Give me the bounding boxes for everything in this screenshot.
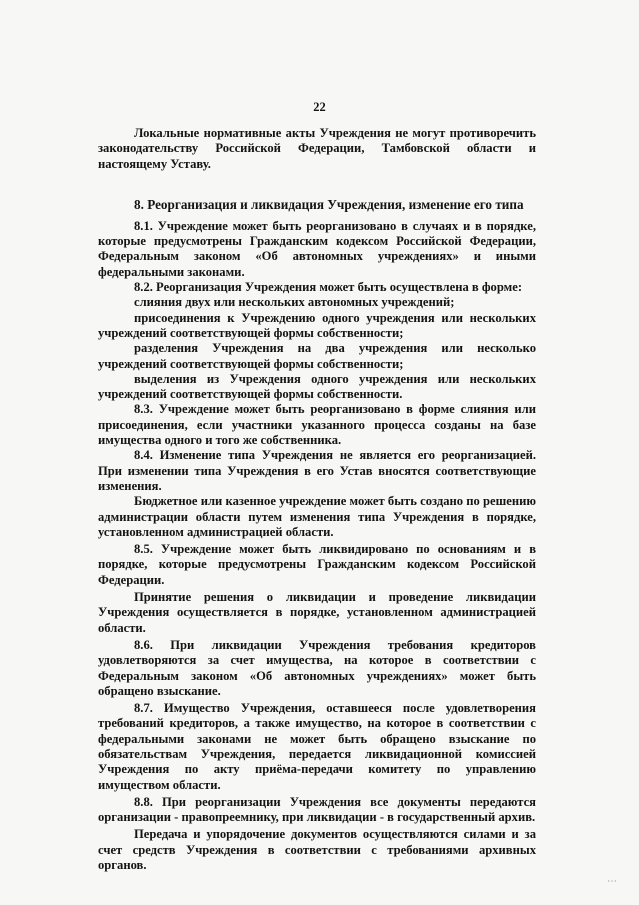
paragraph-8-4-budget: Бюджетное или казенное учреждение может быть создано по решению администрации области путем изменения типа Учреждения в порядке, установленном администрацией области. [98, 494, 536, 539]
reorg-form-merger: слияния двух или нескольких автономных учреждений; [134, 295, 455, 310]
paragraph-8-2: 8.2. Реорганизация Учреждения может быть осуществлена в форме: [134, 280, 523, 295]
section-heading: 8. Реорганизация и ликвидация Учреждения, изменение его типа [134, 196, 524, 212]
document-body [98, 126, 536, 873]
paragraph-8-8: 8.8. При реорганизации Учреждения все документы передаются организации - правопреемнику, при ликвидации - в государственный архив. [98, 794, 536, 825]
scan-mark-icon: ⋯ [607, 876, 617, 887]
reorg-form-accession: присоединения к Учреждению одного учреждения или нескольких учреждений соответствующей формы собственности; [98, 310, 536, 340]
paragraph-8-3: 8.3. Учреждение может быть реорганизовано в форме слияния или присоединения, если участники указанного процесса созданы на базе имущества одного и того же собственника. [98, 402, 536, 448]
paragraph-8-8-transfer: Передача и упорядочение документов осуществляются силами и за счет средств Учреждения в соответствии с требованиями архивных органов. [98, 827, 536, 873]
page-number: 22 [313, 100, 326, 114]
intro-paragraph: Локальные нормативные акты Учреждения не могут противоречить законодательству Российской Федерации, Тамбовской области и настоящему Уставу. [98, 126, 536, 171]
paragraph-8-7: 8.7. Имущество Учреждения, оставшееся после удовлетворения требований кредиторов, а также имущество, на которое в соответствии с федеральными законами не может быть обращено взыскание по обязательствам Учреждения, передается ликвидационной комиссией Учреждения по акту приёма-передачи комитету по управлению имуществом области. [98, 701, 536, 792]
reorg-form-division: разделения Учреждения на два учреждения или несколько учреждений соответствующей формы собственности; [98, 341, 536, 371]
paragraph-8-6: 8.6. При ликвидации Учреждения требования кредиторов удовлетворяются за счет имущества, на которое в соответствии с Федеральным законом «Об автономных учреждениях» может быть обращено взыскание. [98, 637, 536, 698]
reorg-form-separation: выделения из Учреждения одного учреждения или нескольких учреждений соответствующей формы собственности. [98, 371, 536, 402]
paragraph-8-5: 8.5. Учреждение может быть ликвидировано по основаниям и в порядке, которые предусмотрены Гражданским кодексом Российской Федерации. [98, 542, 536, 587]
paragraph-8-5-decision: Принятие решения о ликвидации и проведение ликвидации Учреждения осуществляется в порядке, установленном администрацией области. [98, 590, 536, 635]
paragraph-8-1: 8.1. Учреждение может быть реорганизовано в случаях и в порядке, которые предусмотрены Гражданским кодексом Российской Федерации, Федеральным законом «Об автономных учреждениях» и иными федеральными законами. [98, 218, 536, 279]
paragraph-8-4: 8.4. Изменение типа Учреждения не является его реорганизацией. При изменении типа Учреждения в его Устав вносятся соответствующие изменения. [98, 448, 536, 493]
